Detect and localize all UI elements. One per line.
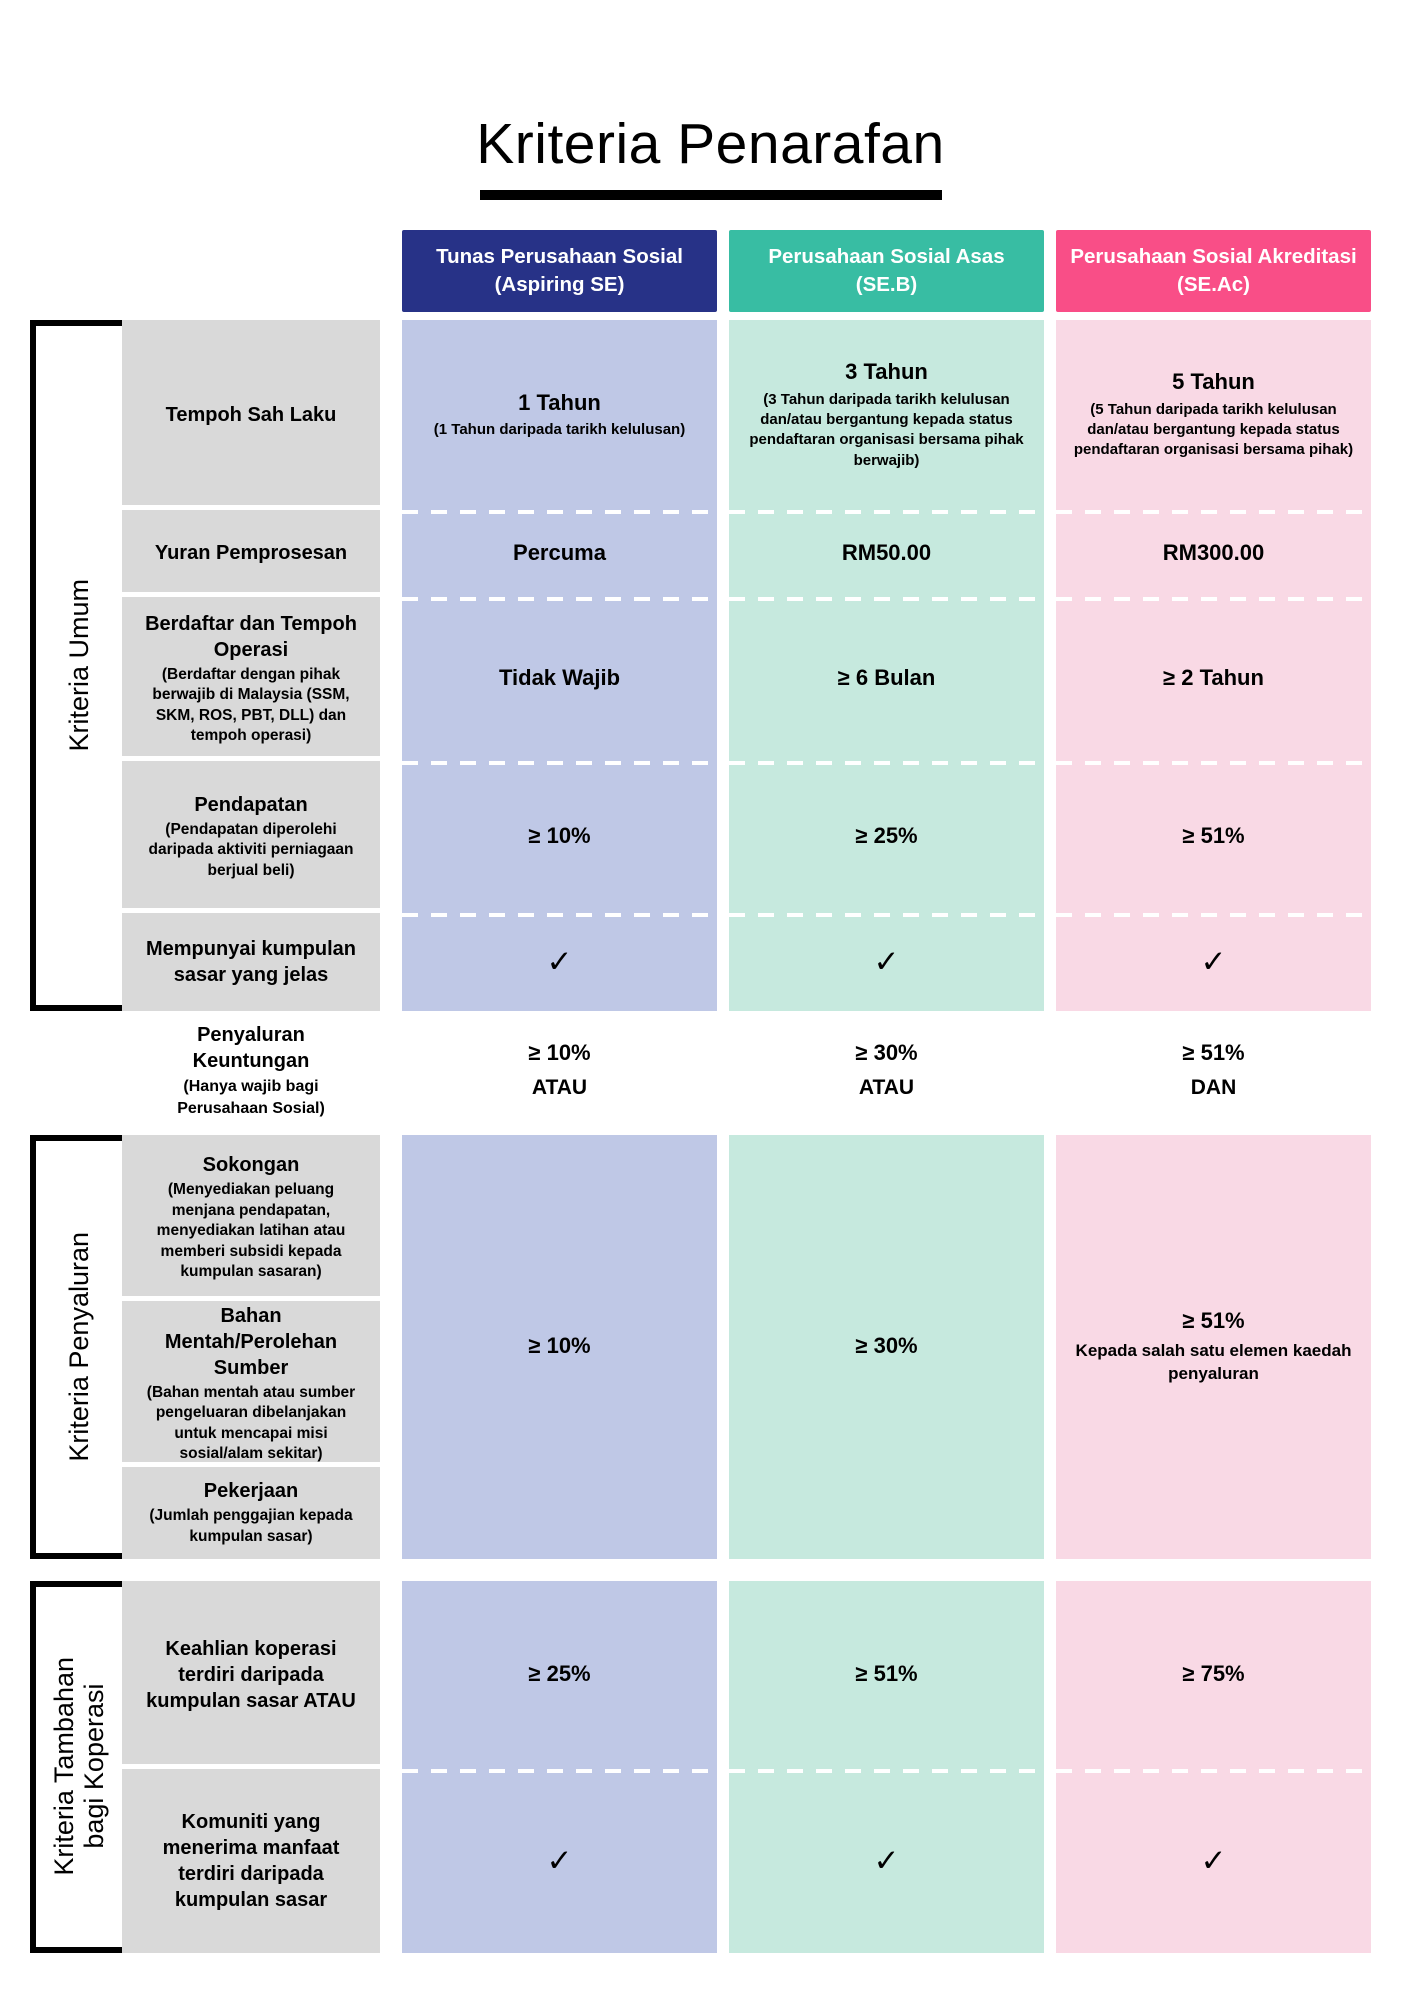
cell-value: ≥ 10% bbox=[528, 1333, 591, 1359]
row-label-title: Pendapatan bbox=[194, 793, 308, 816]
cell-aspiring-penyaluran bbox=[402, 1135, 717, 1559]
row-label-sokongan bbox=[122, 1135, 380, 1301]
cell-accredited-pendapatan bbox=[1056, 761, 1371, 913]
row-label-title: Sokongan bbox=[202, 1154, 300, 1177]
row-label-berdaftar bbox=[122, 597, 380, 761]
column-header-aspiring-se: Tunas Perusahaan Sosial (Aspiring SE) bbox=[402, 230, 717, 312]
table-row-berdaftar bbox=[122, 597, 1391, 761]
cell-value: ≥ 25% bbox=[855, 823, 918, 849]
row-label-note: (Pendapatan diperolehi daripada aktiviti perniagaan berjual beli) bbox=[148, 820, 354, 879]
section-penyaluran-labels bbox=[122, 1135, 380, 1559]
section-side-label-penyaluran: Kriteria Penyaluran bbox=[63, 1231, 94, 1462]
cell-aspiring-kumpulan bbox=[402, 913, 717, 1011]
cell-value: 1 Tahun bbox=[518, 389, 601, 415]
table-row-komuniti-manfaat bbox=[122, 1769, 1391, 1953]
column-header-row bbox=[30, 230, 1391, 312]
cell-value: 3 Tahun bbox=[845, 359, 928, 385]
row-label-title: Keahlian koperasi terdiri daripada kumpulan sasar ATAU bbox=[146, 1637, 356, 1712]
table-row-pendapatan bbox=[122, 761, 1391, 913]
cell-value: ≥ 10% bbox=[528, 1040, 591, 1066]
section-koperasi-rows bbox=[122, 1581, 1391, 1953]
section-kriteria-penyaluran bbox=[30, 1135, 1391, 1559]
cell-aspiring-tempoh bbox=[402, 320, 717, 510]
cell-basic-berdaftar bbox=[729, 597, 1044, 761]
section-bracket-penyaluran bbox=[30, 1135, 122, 1559]
row-label-pendapatan bbox=[122, 761, 380, 913]
check-mark: ✓ bbox=[873, 944, 900, 980]
header-spacer-labels bbox=[122, 230, 380, 312]
row-label-title: Bahan Mentah/Perolehan Sumber bbox=[164, 1304, 338, 1379]
section-side-label-umum: Kriteria Umum bbox=[63, 578, 94, 752]
row-label-title: Berdaftar dan Tempoh Operasi bbox=[145, 612, 357, 661]
cell-aspiring-keuntungan bbox=[402, 1023, 717, 1119]
cell-accredited-keahlian bbox=[1056, 1581, 1371, 1769]
cell-value: ≥ 25% bbox=[528, 1661, 591, 1687]
row-label-kumpulan-sasar bbox=[122, 913, 380, 1011]
check-mark: ✓ bbox=[546, 944, 573, 980]
cell-value-note: Kepada salah satu elemen kaedah penyaluran bbox=[1075, 1340, 1352, 1383]
row-label-title: Mempunyai kumpulan sasar yang jelas bbox=[145, 937, 357, 986]
table-row-kumpulan-sasar bbox=[122, 913, 1391, 1011]
cell-accredited-tempoh bbox=[1056, 320, 1371, 510]
cell-value: ≥ 51% bbox=[1182, 1040, 1245, 1066]
column-header-se-basic: Perusahaan Sosial Asas (SE.B) bbox=[729, 230, 1044, 312]
section-side-label-koperasi bbox=[49, 1657, 109, 1876]
page-title: Kriteria Penarafan bbox=[476, 112, 945, 176]
cell-accredited-penyaluran bbox=[1056, 1135, 1371, 1559]
cell-accredited-yuran bbox=[1056, 510, 1371, 597]
row-label-komuniti-manfaat bbox=[122, 1769, 380, 1953]
cell-value: ≥ 6 Bulan bbox=[837, 665, 936, 691]
row-label-pekerjaan bbox=[122, 1467, 380, 1559]
cell-value: ≥ 30% bbox=[855, 1333, 918, 1359]
column-header-se-accredited: Perusahaan Sosial Akreditasi (SE.Ac) bbox=[1056, 230, 1371, 312]
cell-basic-kumpulan bbox=[729, 913, 1044, 1011]
profit-spacer bbox=[30, 1023, 122, 1119]
cell-value: Tidak Wajib bbox=[498, 665, 621, 691]
row-label-note: (Jumlah penggajian kepada kumpulan sasar) bbox=[149, 1507, 353, 1545]
cell-aspiring-yuran bbox=[402, 510, 717, 597]
cell-basic-yuran bbox=[729, 510, 1044, 597]
cell-value: 5 Tahun bbox=[1172, 369, 1255, 395]
section-bracket-koperasi bbox=[30, 1581, 122, 1953]
cell-value: ≥ 30% bbox=[855, 1040, 918, 1066]
cell-value: ≥ 10% bbox=[528, 823, 591, 849]
side-label-line-2: bagi Koperasi bbox=[79, 1683, 109, 1850]
cell-aspiring-berdaftar bbox=[402, 597, 717, 761]
row-label-keahlian-koperasi bbox=[122, 1581, 380, 1769]
cell-accredited-keuntungan bbox=[1056, 1023, 1371, 1119]
cell-value: Percuma bbox=[513, 539, 606, 565]
cell-value: RM50.00 bbox=[841, 539, 932, 565]
cell-aspiring-pendapatan bbox=[402, 761, 717, 913]
section-penyaluran-body bbox=[122, 1135, 1391, 1559]
cell-value-note: (1 Tahun daripada tarikh kelulusan) bbox=[433, 421, 686, 439]
row-label-title: Pekerjaan bbox=[203, 1480, 299, 1503]
row-label-penyaluran-keuntungan bbox=[122, 1023, 380, 1119]
table-row-keahlian-koperasi bbox=[122, 1581, 1391, 1769]
cell-accredited-komuniti bbox=[1056, 1769, 1371, 1953]
cell-value-note: (5 Tahun daripada tarikh kelulusan dan/atau bergantung kepada status pendaftaran organisasi bersama pihak) bbox=[1073, 400, 1354, 459]
check-mark: ✓ bbox=[873, 1843, 900, 1879]
section-kriteria-umum bbox=[30, 320, 1391, 1011]
section-bracket-umum bbox=[30, 320, 122, 1011]
cell-operator: ATAU bbox=[858, 1075, 915, 1099]
cell-value: ≥ 51% bbox=[1182, 823, 1245, 849]
row-label-bahan-mentah bbox=[122, 1301, 380, 1467]
section-umum-rows bbox=[122, 320, 1391, 1011]
table-row-yuran bbox=[122, 510, 1391, 597]
row-label-note: (Menyediakan peluang menjana pendapatan, menyediakan latihan atau memberi subsidi kepada kumpulan sasaran) bbox=[156, 1181, 346, 1281]
row-label-note: (Berdaftar dengan pihak berwajib di Malaysia (SSM, SKM, ROS, PBT, DLL) dan tempoh operasi) bbox=[152, 665, 350, 744]
cell-value: ≥ 51% bbox=[855, 1661, 918, 1687]
row-label-title: Komuniti yang menerima manfaat terdiri daripada kumpulan sasar bbox=[162, 1810, 340, 1911]
row-label-note: (Bahan mentah atau sumber pengeluaran dibelanjakan untuk mencapai misi sosial/alam sekitar) bbox=[146, 1383, 356, 1462]
row-label-title: Tempoh Sah Laku bbox=[165, 403, 337, 426]
title-underline bbox=[480, 190, 942, 200]
cell-aspiring-keahlian bbox=[402, 1581, 717, 1769]
row-label-title: Yuran Pemprosesan bbox=[154, 542, 348, 565]
row-label-note: (Hanya wajib bagi Perusahaan Sosial) bbox=[177, 1078, 325, 1117]
cell-value-note: (3 Tahun daripada tarikh kelulusan dan/atau bergantung kepada status pendaftaran organisasi bersama pihak berwajib) bbox=[749, 390, 1024, 469]
cell-operator: ATAU bbox=[531, 1075, 588, 1099]
cell-value: ≥ 2 Tahun bbox=[1163, 665, 1264, 691]
cell-basic-tempoh bbox=[729, 320, 1044, 510]
row-label-title: Penyaluran Keuntungan bbox=[192, 1024, 310, 1073]
table-row-tempoh-sah-laku bbox=[122, 320, 1391, 510]
cell-operator: DAN bbox=[1190, 1075, 1237, 1099]
cell-accredited-berdaftar bbox=[1056, 597, 1371, 761]
row-label-yuran bbox=[122, 510, 380, 597]
cell-value: ≥ 51% bbox=[1182, 1308, 1245, 1334]
check-mark: ✓ bbox=[546, 1843, 573, 1879]
check-mark: ✓ bbox=[1200, 944, 1227, 980]
header-spacer bbox=[30, 230, 122, 312]
cell-value: RM300.00 bbox=[1162, 539, 1265, 565]
cell-basic-komuniti bbox=[729, 1769, 1044, 1953]
cell-basic-keuntungan bbox=[729, 1023, 1044, 1119]
cell-basic-keahlian bbox=[729, 1581, 1044, 1769]
row-label-tempoh-sah-laku bbox=[122, 320, 380, 510]
cell-value: ≥ 75% bbox=[1182, 1661, 1245, 1687]
cell-basic-penyaluran bbox=[729, 1135, 1044, 1559]
side-label-line-1: Kriteria Tambahan bbox=[48, 1657, 79, 1876]
cell-aspiring-komuniti bbox=[402, 1769, 717, 1953]
row-penyaluran-keuntungan bbox=[30, 1023, 1391, 1119]
section-kriteria-tambahan-koperasi bbox=[30, 1581, 1391, 1953]
cell-basic-pendapatan bbox=[729, 761, 1044, 913]
cell-accredited-kumpulan bbox=[1056, 913, 1371, 1011]
check-mark: ✓ bbox=[1200, 1843, 1227, 1879]
